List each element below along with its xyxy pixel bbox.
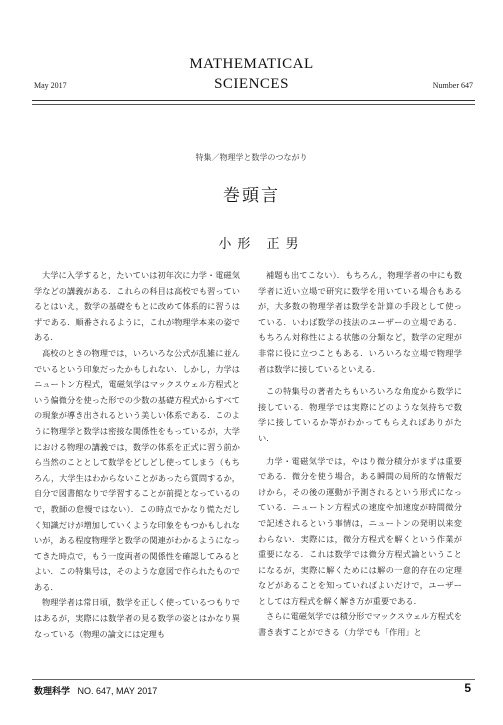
feature-title: 特集／物理学と数学のつながり [195, 153, 308, 162]
paragraph: さらに電磁気学では積分形でマックスウェル方程式を書き表すことができる（力学でも「作用」と [258, 611, 462, 638]
body-column-left [34, 268, 240, 642]
issue-number: Number 647 [432, 81, 473, 90]
page-number: 5 [464, 681, 471, 695]
header-rule-thin [32, 104, 475, 105]
body-column-right [258, 268, 462, 641]
issue-date: May 2017 [34, 81, 67, 90]
author-name: 小形 正男 [218, 237, 305, 252]
magazine-title-line2: SCIENCES [214, 76, 289, 92]
paragraph: 高校のときの物理では，いろいろな公式が乱雑に並んでいるという印象だったかもしれない．しかし，力学はニュートン方程式，電磁気学はマックスウェル方程式という偏微分を使った形での少数の基礎方程式からすべての現象が導き出されるという美しい体系である．このように物理学と数学は密接な関係性をもっているが，大学における物理の講義では，数学の体系を正式に習う前から当然のこととして数学をどしどし使ってしまう（もちろん，大学生はわからないことがあったら質問するか，自分で図書館なりで学習することが前提となっているので，教師の怠慢ではない）．この時点でかなり慌ただしく知識だけが増加していくような印象をもつかもしれないが，ある程度物理学と数学の関連がわかるようになってきた時点で，もう一度両者の関係性を確認してみるとよい．この特集号は，そのような意図で作られたものである． [34, 347, 240, 592]
magazine-title-line1: MATHEMATICAL [189, 56, 314, 72]
essay-title: 巻頭言 [223, 186, 280, 206]
journal-name: 数理科学 [34, 686, 71, 696]
paragraph: 物理学者は常日頃，数学を正しく使っているつもりではあるが，実際には数学者の見る数学の姿とはかなり異なっている（物理の論文には定理も [34, 597, 240, 639]
footer-journal-info [34, 684, 157, 697]
paragraph: この特集号の著者たちもいろいろな角度から数学に接している．物理学では実際にどのような気持ちで数学に接しているか等がわかってもらえればありがたい． [258, 386, 462, 443]
paragraph: 大学に入学すると，たいていは初年次に力学・電磁気学などの講義がある．これらの科目は高校でも習っているとはいえ，数学の基礎をもとに改めて体系的に習うはずである．順番されるように，これが物理学本来の姿である． [34, 270, 240, 343]
issue-info: NO. 647, MAY 2017 [77, 686, 158, 696]
paragraph: 補題も出てこない）．もちろん，物理学者の中にも数学者に近い立場で研究に数学を用いている場合もあるが，大多数の物理学者は数学を計算の手段として使っている．いわば数学の技法のユーザーの立場である．もちろん対称性による状態の分類など，数学の定理が非常に役に立つこともある．いろいろな立場で物理学者は数学に接しているといえる． [258, 270, 462, 374]
header-rule [32, 100, 475, 101]
footer-rule [32, 679, 475, 680]
magazine-title [0, 54, 503, 94]
paragraph: 力学・電磁気学では，やはり微分積分がまずは重要である．微分を使う場合，ある瞬間の局所的な情報だけから，その後の運動が予測されるという形式になっている．ニュートン方程式の速度や加速度が時間微分で記述されるという事情は，ニュートンの発明以来変わらない．実際には，微分方程式を解くという作業が重要になる．これは数学では微分方程式論ということになるが，実際に解くためには解の一意的存在の定理などがあることを知っていればよいだけで，ユーザーとしては方程式を解く解き方が重要である． [258, 455, 462, 606]
